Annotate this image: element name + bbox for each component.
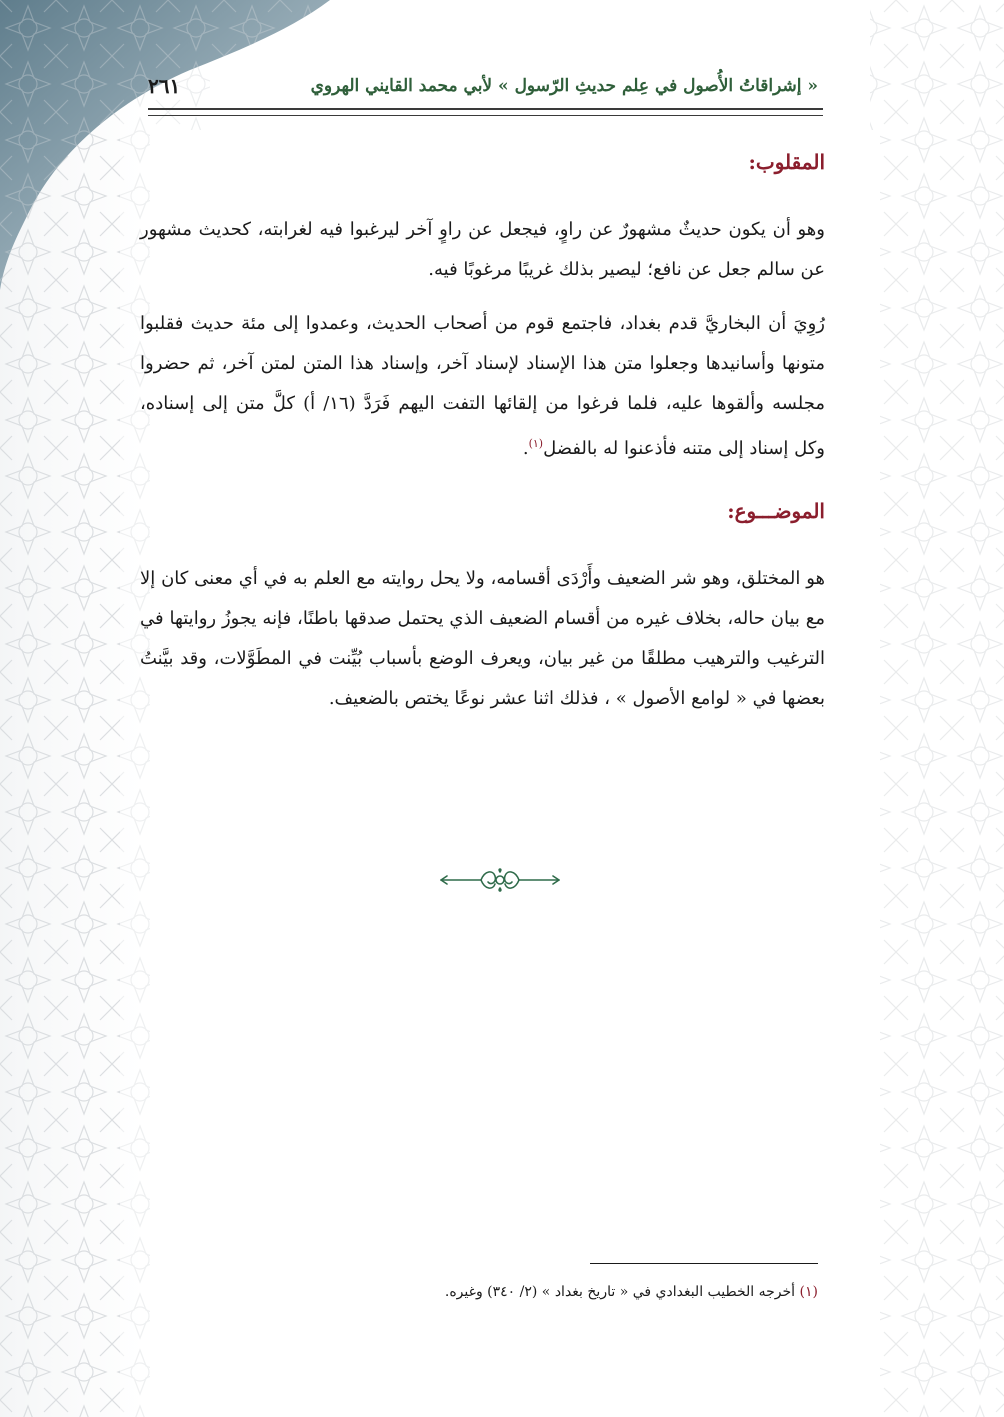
floral-ornament-divider-icon	[437, 860, 563, 900]
paragraph-text: رُوِيَ أن البخاريَّ قدم بغداد، فاجتمع قوم من أصحاب الحديث، وعمدوا إلى مئة حديث فقلبوا متونها وأسانيدها وجعلوا متن هذا الإسناد لإسناد آخر، وإسناد هذا المتن لمتن آخر، ثم حضروا مجلسه وألقوها عليه، فلما فرغوا من إلقائها التفت اليهم فَرَدَّ (١٦/ أ) كلَّ متن إلى إسناده، وكل إسناد إلى متنه فأذعنوا له بالفضل	[140, 313, 826, 459]
header-title: « إشراقاتُ الأُصول في عِلم حديثِ الرّسول » لأبي محمد القايني الهروي	[310, 76, 818, 96]
section-heading-mawdu: الموضـــوع:	[727, 499, 825, 523]
footnote-text: أخرجه الخطيب البغدادي في « تاريخ بغداد » (٢/ ٣٤٠) وغيره.	[444, 1284, 796, 1300]
header-rule	[148, 108, 823, 116]
footnote-number: (١)	[799, 1284, 818, 1300]
page-number: ٢٦١	[148, 74, 181, 98]
paragraph: هو المختلق، وهو شر الضعيف وأَرْدَى أقسامه، ولا يحل روايته مع العلم به في أي معنى كان إلا مع بيان حاله، بخلاف غيره من أقسام الضعيف الذي يحتمل صدقها باطنًا، فإنه يجوزُ روايتها في الترغيب والترهيب مطلقًا من غير بيان، ويعرف الوضع بأسباب بُيِّنت في المطَوَّلات، وقد بيَّنتُ بعضها في « لوامع الأصول » ، فذلك اثنا عشر نوعًا يختص بالضعيف.	[140, 568, 825, 709]
running-header	[148, 72, 818, 106]
footnote-rule	[590, 1263, 818, 1264]
paragraph-end: .	[522, 438, 529, 459]
paragraph: وهو أن يكون حديثٌ مشهورٌ عن راوٍ، فيجعل عن راوٍ آخر ليرغبوا فيه لغرابته، كحديث مشهور عن سالم جعل عن نافع؛ ليصير بذلك غريبًا مرغوبًا فيه.	[140, 219, 825, 280]
footnote	[390, 1280, 818, 1304]
footnote-reference[interactable]: (١)	[528, 437, 544, 450]
section-heading-maqlub: المقلوب:	[748, 150, 825, 174]
main-content	[140, 140, 825, 719]
paragraph	[140, 304, 825, 469]
